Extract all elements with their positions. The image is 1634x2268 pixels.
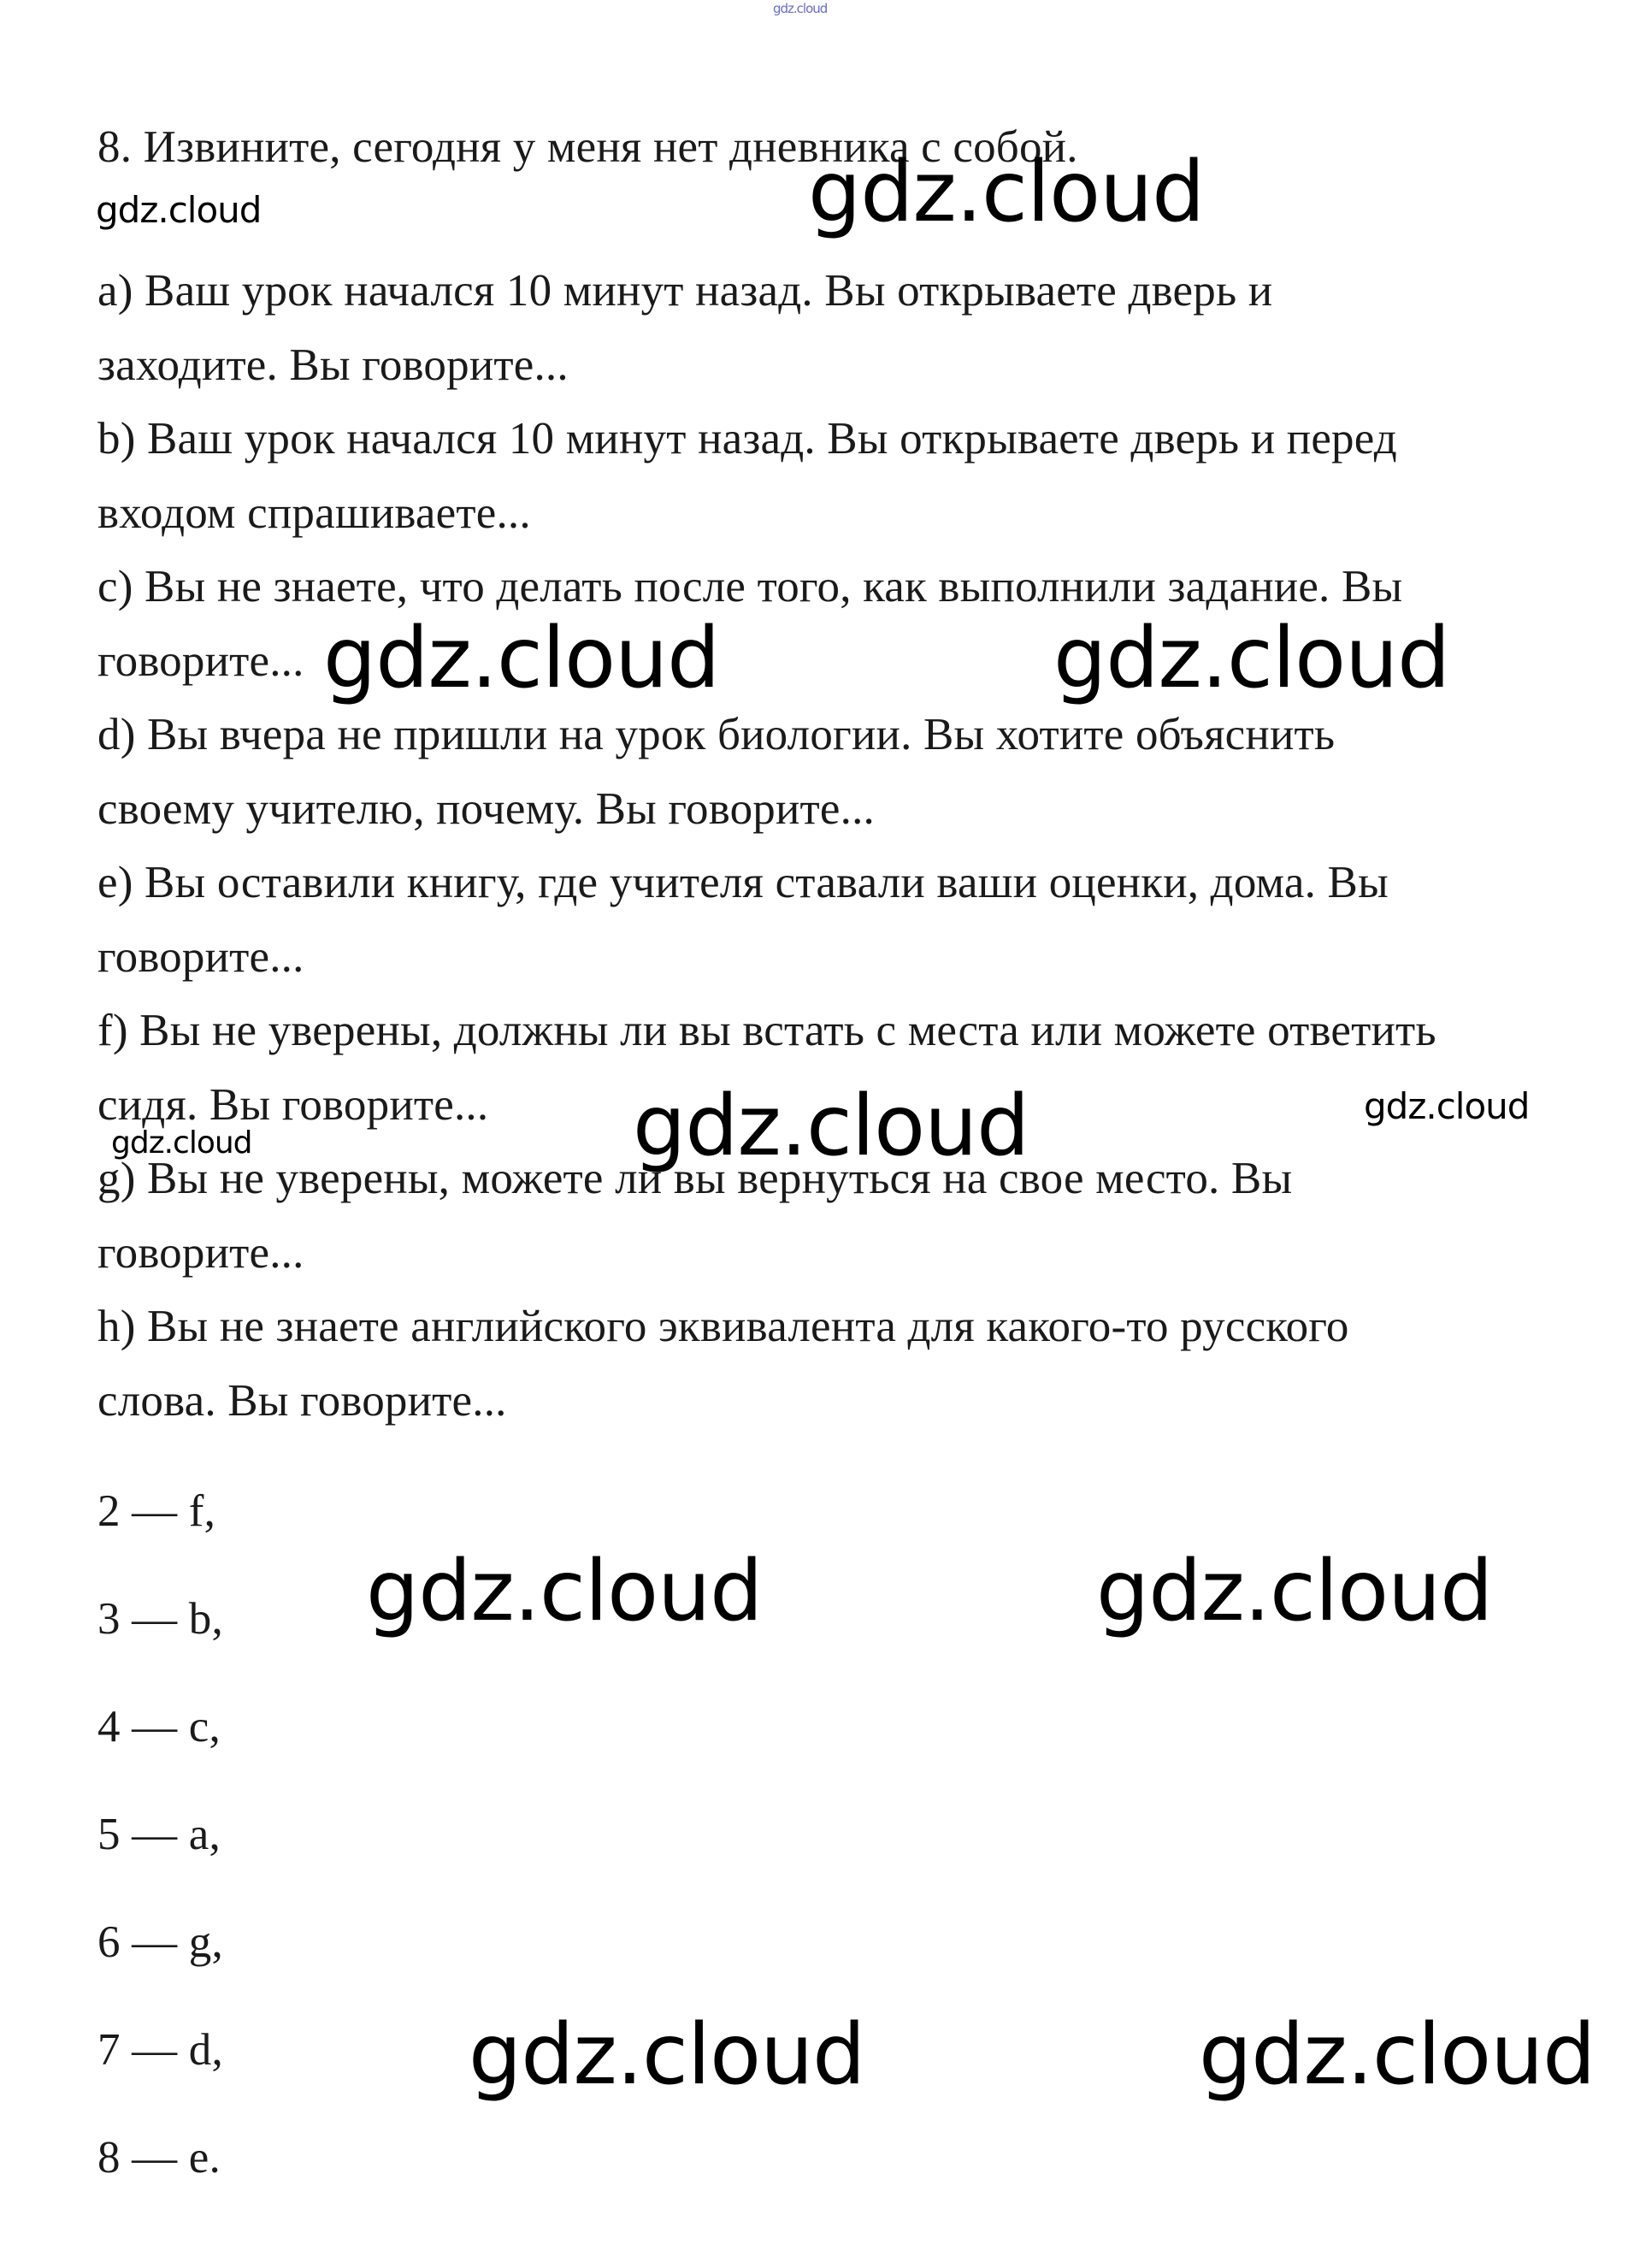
watermark: gdz.cloud [1096,1543,1493,1640]
answer-line: 3 — b, [97,1594,223,1644]
situation-line: своему учителю, почему. Вы говорите... [97,784,875,834]
watermark-top-tiny: gdz.cloud [773,1,828,16]
situation-line: b) Ваш урок начался 10 минут назад. Вы открываете дверь и перед [97,414,1397,464]
situation-line: d) Вы вчера не пришли на урок биологии. Вы хотите объяснить [97,710,1336,759]
watermark: gdz.cloud [1364,1085,1530,1127]
situation-line: говорите... [97,932,304,982]
watermark: gdz.cloud [1199,2006,1596,2104]
situation-line: заходите. Вы говорите... [97,340,569,390]
answer-line: 8 — e. [97,2133,221,2182]
situation-line: a) Ваш урок начался 10 минут назад. Вы открываете дверь и [97,266,1273,316]
answer-line: 4 — c, [97,1702,221,1751]
situation-line: говорите... [97,636,304,686]
situation-line: g) Вы не уверены, можете ли вы вернуться на свое место. Вы [97,1154,1293,1203]
watermark: gdz.cloud [808,144,1205,241]
watermark: gdz.cloud [96,189,262,231]
answer-line: 6 — g, [97,1917,223,1967]
watermark: gdz.cloud [366,1543,763,1640]
watermark: gdz.cloud [1053,610,1450,707]
watermark: gdz.cloud [633,1078,1029,1175]
situation-line: h) Вы не знаете английского эквивалента для какого-то русского [97,1302,1349,1351]
situation-line: сидя. Вы говорите... [97,1080,489,1130]
situation-line: f) Вы не уверены, должны ли вы встать с места или можете ответить [97,1006,1436,1055]
situation-line: говорите... [97,1228,304,1278]
situation-line: e) Вы оставили книгу, где учителя ставали ваши оценки, дома. Вы [97,858,1389,907]
watermark: gdz.cloud [111,1125,252,1161]
watermark: gdz.cloud [323,610,720,707]
situation-line: слова. Вы говорите... [97,1376,507,1426]
situation-line: входом спрашиваете... [97,488,531,538]
answer-line: 7 — d, [97,2025,223,2075]
answer-line: 2 — f, [97,1486,216,1536]
answer-line: 5 — a, [97,1810,221,1859]
exercise-heading: 8. Извините, сегодня у меня нет дневника с собой. [97,122,1078,172]
situation-line: c) Вы не знаете, что делать после того, как выполнили задание. Вы [97,562,1403,611]
watermark: gdz.cloud [469,2006,865,2104]
